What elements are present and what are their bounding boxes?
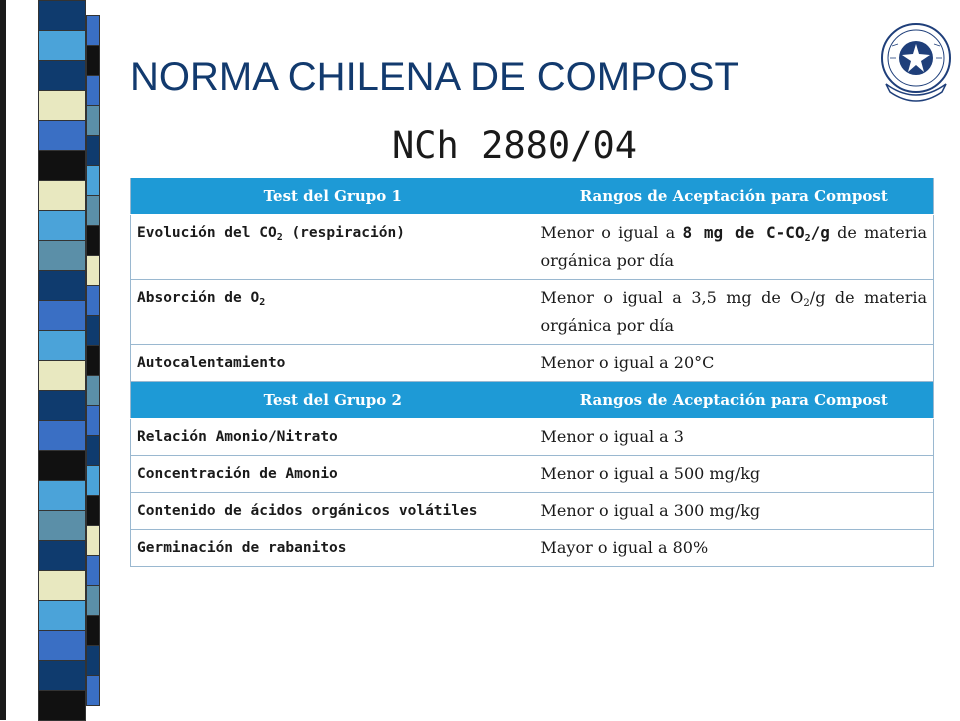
- stripe-block: [38, 630, 86, 661]
- acceptance-range: Menor o igual a 3: [535, 419, 934, 456]
- stripe-block: [86, 615, 100, 646]
- table-row: [131, 530, 934, 567]
- table-row: [131, 215, 934, 280]
- stripe-block: [86, 255, 100, 286]
- stripe-block: [38, 660, 86, 691]
- stripe-block: [38, 480, 86, 511]
- compost-norm-table: [130, 178, 934, 567]
- stripe-block: [38, 60, 86, 91]
- decorative-stripe: [0, 0, 118, 720]
- acceptance-range: Mayor o igual a 80%: [535, 530, 934, 567]
- stripe-block: [38, 270, 86, 301]
- stripe-block: [38, 600, 86, 631]
- stripe-block: [86, 465, 100, 496]
- stripe-block: [38, 0, 86, 31]
- stripe-block: [86, 195, 100, 226]
- stripe-block: [38, 90, 86, 121]
- stripe-block: [38, 450, 86, 481]
- group1-test-header: Test del Grupo 1: [131, 178, 535, 215]
- stripe-block: [38, 360, 86, 391]
- group1-header-row: [131, 178, 934, 215]
- slide-subtitle: NCh 2880/04: [392, 124, 638, 167]
- stripe-rail: [0, 0, 6, 720]
- stripe-block: [38, 180, 86, 211]
- stripe-block: [86, 585, 100, 616]
- test-name: Germinación de rabanitos: [131, 530, 535, 567]
- group2-test-header: Test del Grupo 2: [131, 382, 535, 419]
- table-row: [131, 419, 934, 456]
- test-name: Relación Amonio/Nitrato: [131, 419, 535, 456]
- stripe-block: [38, 510, 86, 541]
- acceptance-range: Menor o igual a 20°C: [535, 345, 934, 382]
- stripe-block: [38, 690, 86, 721]
- stripe-block: [38, 300, 86, 331]
- stripe-block: [38, 30, 86, 61]
- table-row: [131, 493, 934, 530]
- test-name: Autocalentamiento: [131, 345, 535, 382]
- test-name: Absorción de $O_2$: [131, 280, 535, 345]
- stripe-block: [86, 345, 100, 376]
- stripe-block: [38, 540, 86, 571]
- stripe-block: [38, 120, 86, 151]
- stripe-block: [86, 495, 100, 526]
- stripe-block: [86, 435, 100, 466]
- acceptance-range: Menor o igual a 8 mg de $C-CO_2/g$ de materia orgánica por día: [535, 215, 934, 280]
- acceptance-range: Menor o igual a 300 mg/kg: [535, 493, 934, 530]
- group1-range-header: Rangos de Aceptación para Compost: [535, 178, 934, 215]
- stripe-block: [86, 165, 100, 196]
- acceptance-range: Menor o igual a 500 mg/kg: [535, 456, 934, 493]
- stripe-block: [86, 135, 100, 166]
- slide-title: NORMA CHILENA DE COMPOST: [130, 55, 739, 99]
- table-row: [131, 456, 934, 493]
- stripe-block: [38, 210, 86, 241]
- stripe-block: [86, 405, 100, 436]
- stripe-block: [86, 225, 100, 256]
- stripe-block: [38, 420, 86, 451]
- stripe-block: [38, 240, 86, 271]
- stripe-block: [38, 150, 86, 181]
- stripe-block: [86, 15, 100, 46]
- stripe-block: [86, 645, 100, 676]
- test-name: Concentración de Amonio: [131, 456, 535, 493]
- stripe-block: [86, 285, 100, 316]
- stripe-block: [38, 570, 86, 601]
- stripe-block: [86, 555, 100, 586]
- test-name: Evolución del $CO_2$ (respiración): [131, 215, 535, 280]
- stripe-block: [86, 105, 100, 136]
- group2-range-header: Rangos de Aceptación para Compost: [535, 382, 934, 419]
- test-name: Contenido de ácidos orgánicos volátiles: [131, 493, 535, 530]
- stripe-block: [38, 330, 86, 361]
- group2-header-row: [131, 382, 934, 419]
- stripe-block: [86, 75, 100, 106]
- acceptance-range: Menor o igual a 3,5 mg de $O_2/g$ de materia orgánica por día: [535, 280, 934, 345]
- stripe-block: [86, 315, 100, 346]
- stripe-block: [86, 45, 100, 76]
- table-row: [131, 345, 934, 382]
- stripe-block: [86, 675, 100, 706]
- stripe-block: [86, 375, 100, 406]
- stripe-block: [86, 525, 100, 556]
- table-row: [131, 280, 934, 345]
- stripe-block: [38, 390, 86, 421]
- university-seal-logo: [878, 14, 954, 106]
